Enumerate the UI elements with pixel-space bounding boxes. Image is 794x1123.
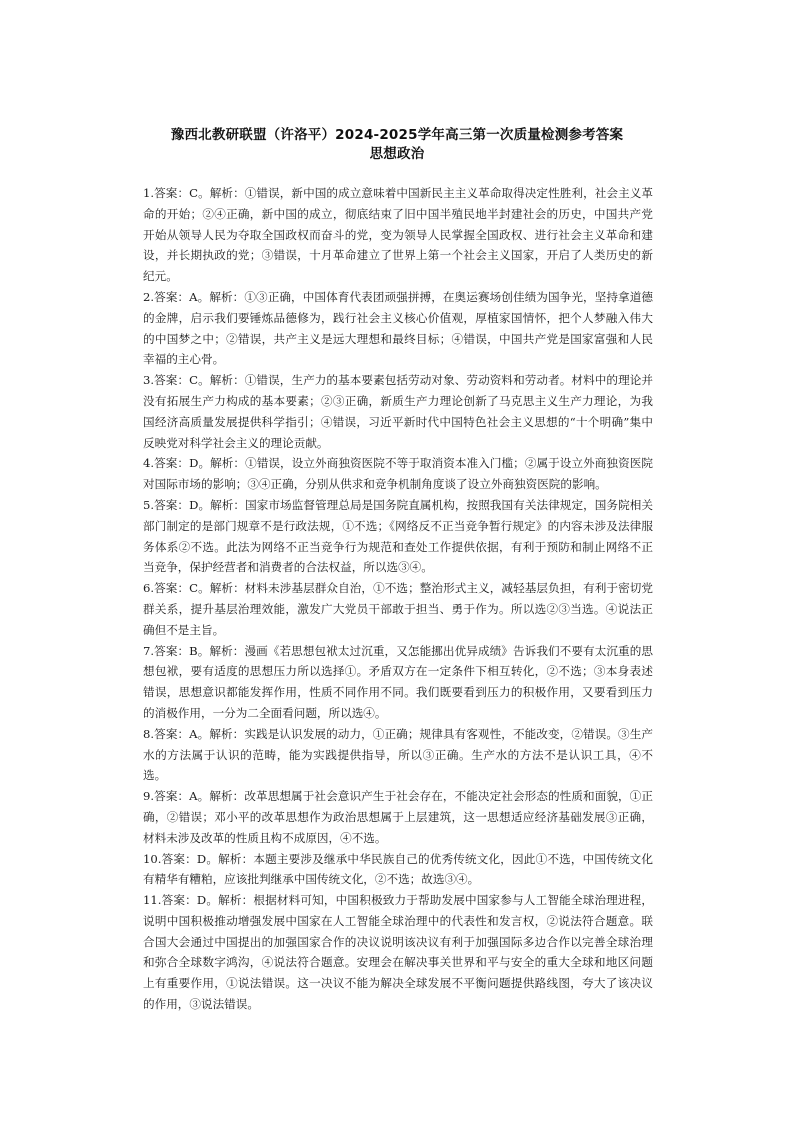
header <box>0 126 794 164</box>
answer-list <box>143 183 653 1015</box>
answer-item-11: 11.答案：D。解析：根据材料可知，中国积极致力于帮助发展中国家参与人工智能全球治理进程，说明中国积极推动增强发展中国家在人工智能全球治理中的代表性和发言权，②说法符合题意。联合国大会通过中国提出的加强国家合作的决议说明该决议有利于加强国际多边合作以完善全球治理和弥合全球数字鸿沟，④说法符合题意。安理会在解决事关世界和平与安全的重大全球和地区问题上有重要作用，①说法错误。这一决议不能为解决全球发展不平衡问题提供路线图，夸大了该决议的作用，③说法错误。 <box>143 893 653 1012</box>
document-subtitle: 思想政治 <box>369 146 425 162</box>
answer-item-3: 3.答案：C。解析：①错误，生产力的基本要素包括劳动对象、劳动资料和劳动者。材料中的理论并没有拓展生产力构成的基本要素；②③正确，新质生产力理论创新了马克思主义生产力理论，为我国经济高质量发展提供科学指引；④错误，习近平新时代中国特色社会主义思想的“十个明确”集中反映党对科学社会主义的理论贡献。 <box>143 373 653 450</box>
answer-item-8: 8.答案：A。解析：实践是认识发展的动力，①正确；规律具有客观性，不能改变，②错误。③生产水的方法属于认识的范畴，能为实践提供指导，所以③正确。生产水的方法不是认识工具，④不选。 <box>143 726 653 783</box>
answer-item-4: 4.答案：D。解析：①错误，设立外商独资医院不等于取消资本准入门槛；②属于设立外商独资医院对国际市场的影响；③④正确，分别从供求和竞争机制角度谈了设立外商独资医院的影响。 <box>143 456 653 492</box>
document-title: 豫西北教研联盟（许洛平）2024-2025学年高三第一次质量检测参考答案 <box>170 127 624 143</box>
answer-item-2: 2.答案：A。解析：①③正确，中国体育代表团顽强拼搏，在奥运赛场创佳绩为国争光，坚持拿道德的金牌，启示我们要锤炼品德修为，践行社会主义核心价值观，厚植家国情怀，把个人梦融入伟大的中国梦之中；②错误，共产主义是远大理想和最终目标；④错误，中国共产党是国家富强和人民幸福的主心骨。 <box>143 289 653 367</box>
answer-item-6: 6.答案：C。解析：材料未涉基层群众自治，①不选；整治形式主义，减轻基层负担，有利于密切党群关系，提升基层治理效能，激发广大党员干部敢于担当、勇于作为。所以选②③当选。④说法正确但不是主旨。 <box>143 581 653 637</box>
answer-item-7: 7.答案：B。解析：漫画《若思想包袱太过沉重，又怎能挪出优异成绩》告诉我们不要有太沉重的思想包袱，要有适度的思想压力所以选择①。矛盾双方在一定条件下相互转化，②不选；③本身表述错误，思想意识都能发挥作用，性质不同作用不同。我们既要看到压力的积极作用，又要看到压力的消极作用，一分为二全面看问题，所以选④。 <box>143 643 653 720</box>
answer-item-5: 5.答案：D。解析：国家市场监督管理总局是国务院直属机构，按照我国有关法律规定，国务院相关部门制定的是部门规章不是行政法规，①不选；《网络反不正当竞争暂行规定》的内容未涉及法律服务体系②不选。此法为网络不正当竞争行为规范和查处工作提供依据，有利于预防和制止网络不正当竞争，保护经营者和消费者的合法权益，所以选③④。 <box>143 497 653 575</box>
answer-item-1: 1.答案：C。解析：①错误，新中国的成立意味着中国新民主主义革命取得决定性胜利，社会主义革命的开始；②④正确，新中国的成立，彻底结束了旧中国半殖民地半封建社会的历史，中国共产党开始从领导人民为夺取全国政权而奋斗的党，变为领导人民掌握全国政权、进行社会主义革命和建设，并长期执政的党；③错误，十月革命建立了世界上第一个社会主义国家，开启了人类历史的新纪元。 <box>143 186 653 284</box>
answer-item-10: 10.答案：D。解析：本题主要涉及继承中华民族自己的优秀传统文化，因此①不选，中国传统文化有精华有糟粕，应该批判继承中国传统文化，②不选；故选③④。 <box>143 851 653 887</box>
answer-item-9: 9.答案：A。解析：改革思想属于社会意识产生于社会存在，不能决定社会形态的性质和面貌，①正确，②错误；邓小平的改革思想作为政治思想属于上层建筑，这一思想适应经济基础发展③正确，材料未涉及改革的性质且构不成原因，④不选。 <box>143 789 653 845</box>
